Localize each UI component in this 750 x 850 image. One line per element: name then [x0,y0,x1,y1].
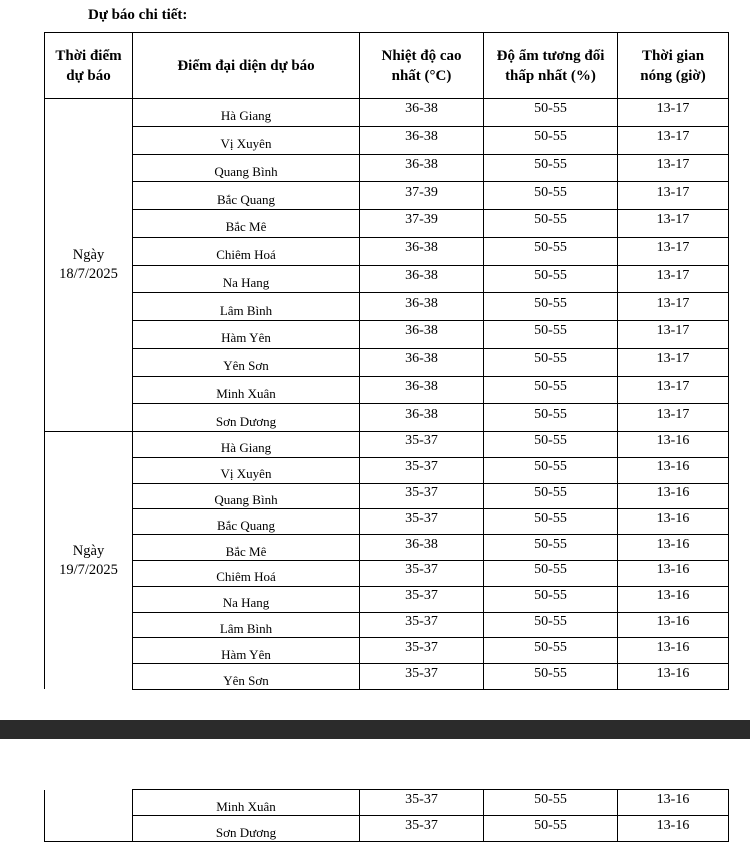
location-cell [133,612,360,638]
table-row [45,816,729,842]
table-row [45,535,729,561]
hot-hours-cell [618,182,729,210]
table-row [45,154,729,182]
hot-hours-value: 13-17 [656,212,690,228]
hot-hours-value: 13-17 [656,295,690,311]
forecast-date-cell [45,432,133,690]
location-cell [133,535,360,561]
min-humidity-value: 50-55 [534,639,567,655]
max-temp-cell [360,404,484,432]
location-name: Na Hang [222,274,270,290]
hot-hours-value: 13-16 [656,562,690,578]
max-temp-value: 36-38 [405,406,438,422]
min-humidity-value: 50-55 [534,817,567,833]
min-humidity-cell [484,99,618,127]
min-humidity-cell [484,790,618,816]
hot-hours-value: 13-16 [656,817,690,833]
hot-hours-cell [618,265,729,293]
min-humidity-value: 50-55 [534,613,567,629]
hot-hours-cell [618,210,729,238]
location-name: Bắc Quang [216,191,276,207]
header-location-text: Điểm đại diện dự báo [177,57,315,74]
forecast-table-continued-body [45,790,729,842]
min-humidity-cell [484,154,618,182]
location-cell [133,664,360,690]
hot-hours-value: 13-17 [656,323,690,339]
table-row [45,348,729,376]
max-temp-value: 36-38 [405,536,438,552]
table-row [45,586,729,612]
hot-hours-cell [618,432,729,458]
min-humidity-value: 50-55 [534,129,567,145]
max-temp-value: 35-37 [405,817,438,833]
table-row [45,265,729,293]
location-cell [133,293,360,321]
location-name: Chiêm Hoá [216,247,276,263]
min-humidity-cell [484,457,618,483]
min-humidity-value: 50-55 [534,433,567,449]
max-temp-cell [360,560,484,586]
location-cell [133,376,360,404]
max-temp-value: 35-37 [405,665,438,681]
hot-hours-value: 13-16 [656,484,690,500]
min-humidity-value: 50-55 [534,184,567,200]
max-temp-cell [360,535,484,561]
max-temp-value: 35-37 [405,433,438,449]
max-temp-cell [360,509,484,535]
table-row [45,404,729,432]
min-humidity-cell [484,321,618,349]
min-humidity-value: 50-55 [534,510,567,526]
max-temp-cell [360,99,484,127]
max-temp-value: 37-39 [405,184,438,200]
max-temp-value: 35-37 [405,484,438,500]
max-temp-value: 36-38 [405,351,438,367]
hot-hours-cell [618,321,729,349]
location-cell [133,182,360,210]
location-name: Quang Bình [214,163,278,179]
location-name: Bắc Mê [225,543,267,559]
hot-hours-cell [618,560,729,586]
hot-hours-value: 13-17 [656,101,690,117]
location-cell [133,816,360,842]
location-cell [133,509,360,535]
table-row [45,237,729,265]
max-temp-cell [360,483,484,509]
header-hot-hours [618,33,729,99]
max-temp-cell [360,816,484,842]
forecast-date-label: Ngày [72,247,105,263]
location-name: Hàm Yên [221,646,271,662]
header-min-humidity-line2: thấp nhất (%) [505,67,596,84]
table-row [45,182,729,210]
table-row [45,664,729,690]
header-hot-hours-line2: nóng (giờ) [640,67,706,84]
max-temp-value: 36-38 [405,378,438,394]
max-temp-cell [360,612,484,638]
header-forecast-time-line2: dự báo [66,67,111,84]
min-humidity-value: 50-55 [534,295,567,311]
header-forecast-time-line1: Thời điểm [55,47,122,64]
hot-hours-value: 13-16 [656,613,690,629]
max-temp-cell [360,293,484,321]
forecast-table-continued [44,789,729,842]
max-temp-value: 35-37 [405,510,438,526]
hot-hours-cell [618,126,729,154]
header-max-temp-line1: Nhiệt độ cao [381,47,462,64]
max-temp-value: 35-37 [405,588,438,604]
hot-hours-cell [618,816,729,842]
location-name: Minh Xuân [216,385,276,401]
min-humidity-value: 50-55 [534,351,567,367]
min-humidity-value: 50-55 [534,378,567,394]
location-name: Bắc Quang [216,517,276,533]
forecast-date-cell [45,99,133,432]
table-row [45,509,729,535]
location-name: Minh Xuân [216,798,276,814]
min-humidity-cell [484,265,618,293]
hot-hours-value: 13-16 [656,588,690,604]
location-name: Lâm Bình [219,620,273,636]
table-row [45,376,729,404]
hot-hours-value: 13-17 [656,267,690,283]
min-humidity-cell [484,126,618,154]
location-cell [133,321,360,349]
min-humidity-value: 50-55 [534,323,567,339]
header-forecast-time [45,33,133,99]
location-cell [133,586,360,612]
min-humidity-value: 50-55 [534,212,567,228]
max-temp-cell [360,237,484,265]
min-humidity-cell [484,376,618,404]
min-humidity-cell [484,535,618,561]
max-temp-value: 36-38 [405,267,438,283]
table-row [45,126,729,154]
max-temp-value: 35-37 [405,562,438,578]
table-row [45,638,729,664]
location-name: Bắc Mê [225,219,267,235]
location-cell [133,210,360,238]
forecast-table-body [45,99,729,690]
header-min-humidity-line1: Độ ẩm tương đối [496,47,605,64]
header-hot-hours-line1: Thời gian [641,47,705,64]
table-row [45,99,729,127]
min-humidity-cell [484,612,618,638]
table-row [45,210,729,238]
min-humidity-cell [484,483,618,509]
table-row [45,790,729,816]
min-humidity-cell [484,348,618,376]
hot-hours-value: 13-16 [656,433,690,449]
min-humidity-cell [484,509,618,535]
min-humidity-value: 50-55 [534,588,567,604]
max-temp-value: 36-38 [405,240,438,256]
hot-hours-cell [618,237,729,265]
max-temp-cell [360,126,484,154]
min-humidity-value: 50-55 [534,240,567,256]
location-name: Chiêm Hoá [216,569,276,585]
min-humidity-cell [484,293,618,321]
header-location [133,33,360,99]
location-name: Quang Bình [214,491,278,507]
min-humidity-value: 50-55 [534,665,567,681]
hot-hours-value: 13-16 [656,510,690,526]
min-humidity-cell [484,237,618,265]
min-humidity-cell [484,404,618,432]
max-temp-value: 37-39 [405,212,438,228]
max-temp-cell [360,321,484,349]
location-cell [133,638,360,664]
hot-hours-cell [618,483,729,509]
max-temp-value: 35-37 [405,459,438,475]
hot-hours-cell [618,790,729,816]
hot-hours-value: 13-16 [656,459,690,475]
location-name: Sơn Dương [215,413,277,429]
max-temp-cell [360,664,484,690]
hot-hours-cell [618,293,729,321]
hot-hours-value: 13-16 [656,639,690,655]
location-cell [133,348,360,376]
min-humidity-cell [484,432,618,458]
hot-hours-value: 13-17 [656,184,690,200]
forecast-date-value: 18/7/2025 [59,266,118,282]
table-row [45,612,729,638]
min-humidity-value: 50-55 [534,156,567,172]
hot-hours-value: 13-17 [656,156,690,172]
min-humidity-value: 50-55 [534,562,567,578]
hot-hours-value: 13-16 [656,536,690,552]
location-name: Lâm Bình [219,302,273,318]
max-temp-cell [360,638,484,664]
location-name: Yên Sơn [223,672,269,688]
location-cell [133,432,360,458]
min-humidity-value: 50-55 [534,101,567,117]
hot-hours-value: 13-16 [656,665,690,681]
max-temp-cell [360,210,484,238]
location-cell [133,154,360,182]
location-cell [133,126,360,154]
max-temp-cell [360,790,484,816]
hot-hours-cell [618,376,729,404]
hot-hours-cell [618,457,729,483]
location-name: Sơn Dương [215,824,277,840]
max-temp-cell [360,182,484,210]
location-cell [133,237,360,265]
table-row [45,560,729,586]
hot-hours-value: 13-16 [656,791,690,807]
max-temp-cell [360,265,484,293]
min-humidity-value: 50-55 [534,459,567,475]
header-max-temp-line2: nhất (°C) [391,67,452,84]
table-row [45,293,729,321]
min-humidity-cell [484,560,618,586]
min-humidity-value: 50-55 [534,484,567,500]
hot-hours-value: 13-17 [656,351,690,367]
location-name: Vị Xuyên [220,136,272,152]
hot-hours-cell [618,509,729,535]
hot-hours-value: 13-17 [656,129,690,145]
location-cell [133,404,360,432]
table-row [45,457,729,483]
min-humidity-cell [484,664,618,690]
max-temp-cell [360,348,484,376]
hot-hours-cell [618,535,729,561]
hot-hours-cell [618,404,729,432]
hot-hours-cell [618,612,729,638]
hot-hours-cell [618,348,729,376]
max-temp-cell [360,586,484,612]
max-temp-value: 36-38 [405,323,438,339]
max-temp-value: 36-38 [405,129,438,145]
table-row [45,321,729,349]
max-temp-cell [360,432,484,458]
forecast-date-cell-continued [45,790,133,842]
hot-hours-cell [618,638,729,664]
min-humidity-cell [484,210,618,238]
location-name: Na Hang [222,595,270,611]
hot-hours-cell [618,99,729,127]
hot-hours-value: 13-17 [656,406,690,422]
min-humidity-value: 50-55 [534,406,567,422]
min-humidity-value: 50-55 [534,267,567,283]
forecast-date-value: 19/7/2025 [59,561,118,578]
min-humidity-cell [484,182,618,210]
header-min-humidity [484,33,618,99]
max-temp-value: 35-37 [405,791,438,807]
table-row [45,432,729,458]
location-name: Vị Xuyên [220,466,272,482]
max-temp-cell [360,457,484,483]
hot-hours-cell [618,154,729,182]
location-name: Hà Giang [220,108,272,124]
min-humidity-value: 50-55 [534,536,567,552]
min-humidity-cell [484,586,618,612]
location-name: Yên Sơn [223,358,269,374]
location-cell [133,560,360,586]
location-name: Hàm Yên [221,330,271,346]
hot-hours-cell [618,586,729,612]
min-humidity-value: 50-55 [534,791,567,807]
max-temp-value: 36-38 [405,156,438,172]
hot-hours-value: 13-17 [656,240,690,256]
location-cell [133,790,360,816]
location-cell [133,265,360,293]
max-temp-cell [360,376,484,404]
section-title: Dự báo chi tiết: [88,7,188,23]
page-break-bar [0,720,750,739]
location-cell [133,457,360,483]
location-cell [133,99,360,127]
header-row [45,33,729,99]
table-row [45,483,729,509]
max-temp-value: 36-38 [405,101,438,117]
max-temp-value: 35-37 [405,613,438,629]
max-temp-cell [360,154,484,182]
hot-hours-cell [618,664,729,690]
max-temp-value: 36-38 [405,295,438,311]
forecast-date-label: Ngày [72,542,105,559]
forecast-table [44,32,729,690]
hot-hours-value: 13-17 [656,378,690,394]
min-humidity-cell [484,638,618,664]
header-max-temp [360,33,484,99]
location-name: Hà Giang [220,440,272,456]
min-humidity-cell [484,816,618,842]
max-temp-value: 35-37 [405,639,438,655]
location-cell [133,483,360,509]
